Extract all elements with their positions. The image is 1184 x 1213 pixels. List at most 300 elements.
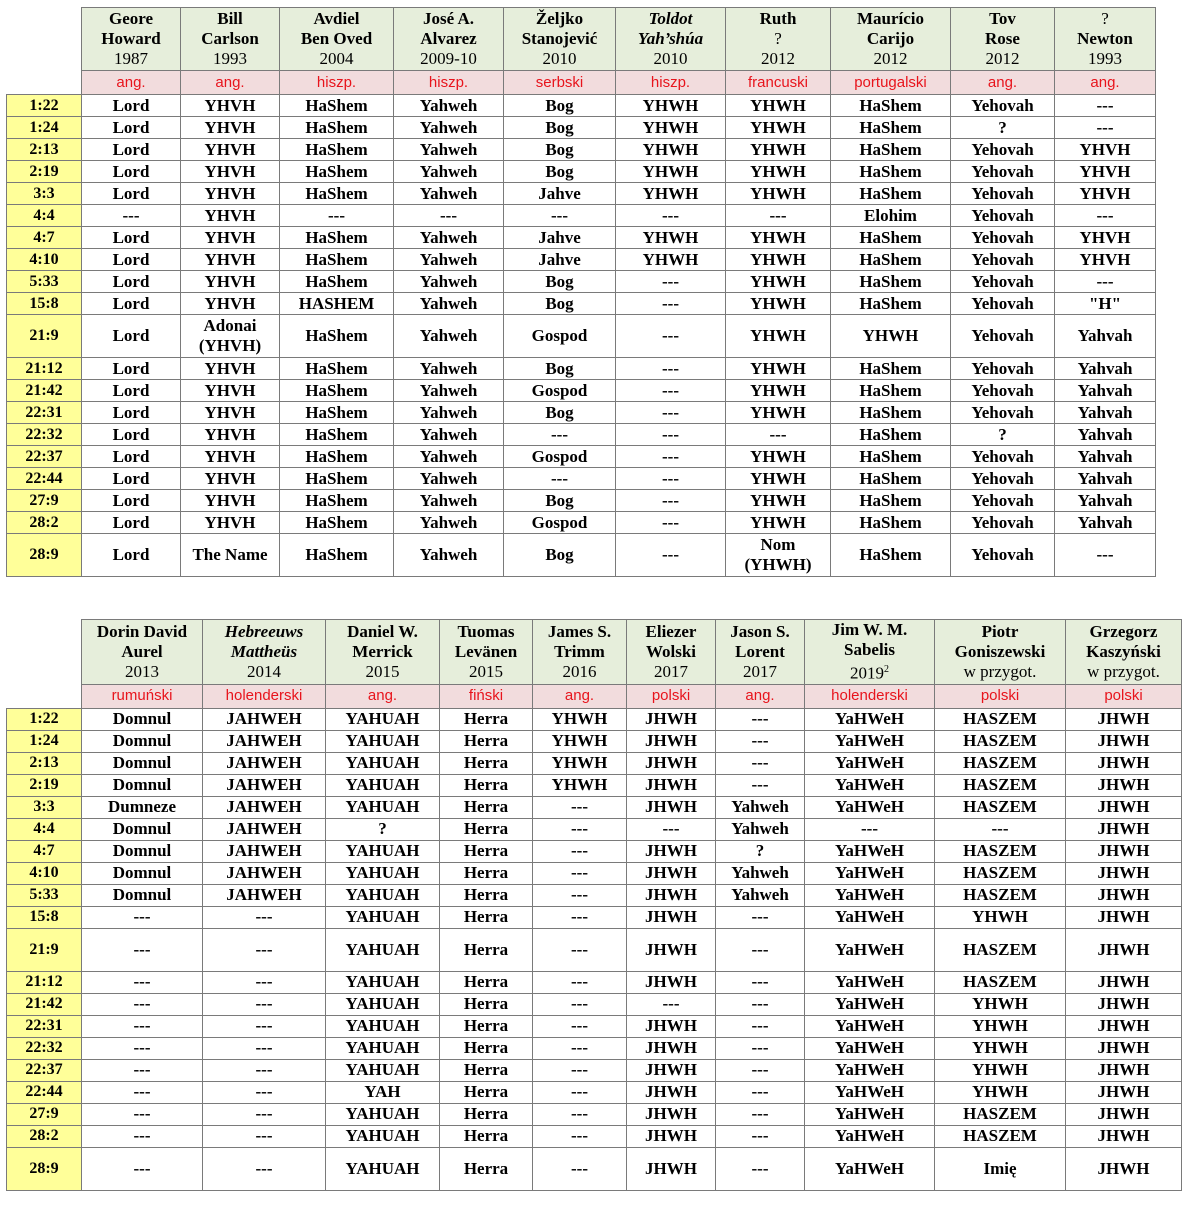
language-row bbox=[7, 71, 1156, 95]
divine-name-cell bbox=[394, 227, 504, 249]
divine-name-cell bbox=[203, 1037, 326, 1059]
divine-name-cell bbox=[1055, 227, 1156, 249]
divine-name-cell bbox=[394, 446, 504, 468]
cell-text: --- bbox=[571, 819, 588, 839]
divine-name-cell bbox=[805, 1103, 935, 1125]
cell-text: --- bbox=[571, 1016, 588, 1036]
divine-name-cell bbox=[82, 774, 203, 796]
cell-text: Herra bbox=[463, 1104, 509, 1124]
divine-name-cell bbox=[616, 249, 726, 271]
divine-name-cell bbox=[394, 512, 504, 534]
divine-name-cell bbox=[504, 161, 616, 183]
cell-text: HaShem bbox=[305, 468, 368, 488]
divine-name-cell bbox=[935, 928, 1066, 971]
divine-name-cell bbox=[726, 293, 831, 315]
cell-text: HaShem bbox=[859, 468, 922, 488]
cell-text: Herra bbox=[463, 1126, 509, 1146]
cell-text: JHWH bbox=[645, 1060, 697, 1080]
divine-name-cell bbox=[181, 95, 280, 117]
cell-text: --- bbox=[571, 994, 588, 1014]
divine-name-cell bbox=[831, 249, 951, 271]
divine-name-cell bbox=[805, 840, 935, 862]
language-label: ang. bbox=[951, 71, 1055, 95]
cell-text: Yahweh bbox=[419, 446, 478, 466]
divine-name-cell bbox=[440, 862, 533, 884]
divine-name-cell bbox=[82, 468, 181, 490]
cell-text: Bog bbox=[545, 358, 574, 378]
cell-text: YAHUAH bbox=[345, 753, 420, 773]
divine-name-cell bbox=[627, 1125, 716, 1147]
verse-row bbox=[7, 534, 1156, 577]
verse-row bbox=[7, 249, 1156, 271]
cell-text: YHWH bbox=[642, 117, 699, 137]
cell-text: Nom bbox=[760, 535, 796, 554]
cell-text: YaHWeH bbox=[835, 753, 904, 773]
cell-text: HASZEM bbox=[963, 753, 1037, 773]
cell-text: Bog bbox=[545, 117, 574, 137]
divine-name-cell bbox=[533, 1125, 627, 1147]
cell-text: YaHWeH bbox=[835, 885, 904, 905]
cell-text: JHWH bbox=[645, 709, 697, 729]
cell-text: Bog bbox=[545, 293, 574, 313]
translation-year: 2012 bbox=[761, 49, 795, 68]
cell-text: Yehovah bbox=[971, 293, 1034, 313]
divine-name-cell bbox=[831, 402, 951, 424]
cell-text: YHWH bbox=[972, 1060, 1028, 1080]
cell-text: Bog bbox=[545, 139, 574, 159]
cell-text: Yahvah bbox=[1077, 512, 1133, 532]
cell-text: YaHWeH bbox=[835, 1016, 904, 1036]
divine-name-cell bbox=[203, 1081, 326, 1103]
cell-text: --- bbox=[662, 490, 679, 510]
cell-text: YAHUAH bbox=[345, 885, 420, 905]
verse-row bbox=[7, 993, 1182, 1015]
cell-text: --- bbox=[662, 358, 679, 378]
cell-text: Gospod bbox=[531, 326, 588, 345]
divine-name-cell bbox=[440, 884, 533, 906]
divine-name-cell bbox=[203, 840, 326, 862]
divine-name-cell bbox=[716, 708, 805, 730]
cell-text: (YHVH) bbox=[198, 336, 262, 355]
divine-name-cell bbox=[716, 993, 805, 1015]
cell-text: YHWH bbox=[750, 161, 806, 181]
divine-name-cell bbox=[280, 205, 394, 227]
cell-text: HaShem bbox=[859, 424, 922, 444]
cell-text: YAH bbox=[364, 1082, 401, 1102]
verse-row bbox=[7, 293, 1156, 315]
cell-text: YAHUAH bbox=[345, 972, 420, 992]
cell-text: YAHUAH bbox=[345, 994, 420, 1014]
translator-header bbox=[326, 620, 440, 685]
cell-text: --- bbox=[571, 939, 588, 959]
cell-text: JHWH bbox=[1097, 994, 1150, 1014]
cell-text: YAHUAH bbox=[345, 1158, 420, 1178]
cell-text: YAHUAH bbox=[345, 1104, 420, 1124]
divine-name-cell bbox=[440, 1059, 533, 1081]
divine-name-cell bbox=[440, 840, 533, 862]
translation-year: 2017 bbox=[654, 661, 688, 681]
cell-text: Yehovah bbox=[971, 380, 1034, 400]
cell-text: YHWH bbox=[972, 994, 1028, 1014]
cell-text: --- bbox=[328, 205, 345, 225]
cell-text: YHWH bbox=[642, 249, 699, 269]
cell-text: Yahvah bbox=[1077, 490, 1133, 510]
cell-text: Yahvah bbox=[1077, 358, 1133, 378]
divine-name-cell bbox=[831, 490, 951, 512]
divine-name-cell bbox=[805, 796, 935, 818]
cell-text: --- bbox=[662, 446, 679, 466]
translation-year: 1987 bbox=[114, 49, 148, 68]
divine-name-cell bbox=[726, 315, 831, 358]
cell-text: --- bbox=[1096, 117, 1114, 137]
cell-text: JHWH bbox=[645, 753, 697, 773]
cell-text: YHVH bbox=[204, 293, 256, 313]
cell-text: --- bbox=[751, 1060, 769, 1080]
divine-name-cell bbox=[203, 906, 326, 928]
translator-header bbox=[627, 620, 716, 685]
cell-text: HaShem bbox=[305, 380, 368, 400]
verse-row bbox=[7, 468, 1156, 490]
cell-text: --- bbox=[255, 1082, 273, 1102]
verse-reference: 22:32 bbox=[7, 1037, 82, 1059]
translator-name-line: Mattheüs bbox=[230, 641, 298, 661]
cell-text: YAHUAH bbox=[345, 1126, 420, 1146]
cell-text: HaShem bbox=[305, 326, 368, 345]
cell-text: HaShem bbox=[305, 490, 368, 510]
cell-text: Yahweh bbox=[419, 95, 478, 115]
divine-name-cell bbox=[394, 402, 504, 424]
divine-name-cell bbox=[726, 380, 831, 402]
translator-header bbox=[533, 620, 627, 685]
cell-text: Herra bbox=[463, 907, 509, 927]
translator-name-line: Merrick bbox=[352, 641, 413, 661]
divine-name-cell bbox=[935, 1103, 1066, 1125]
divine-name-cell bbox=[935, 906, 1066, 928]
cell-text: YHWH bbox=[551, 731, 608, 751]
divine-name-cell bbox=[82, 205, 181, 227]
cell-text: HaShem bbox=[305, 512, 368, 532]
divine-name-cell bbox=[616, 380, 726, 402]
translator-header bbox=[616, 8, 726, 71]
divine-name-cell bbox=[394, 358, 504, 380]
divine-name-cell bbox=[533, 1103, 627, 1125]
cell-text: JHWH bbox=[645, 863, 697, 883]
cell-text: JHWH bbox=[1097, 841, 1150, 861]
cell-text: JAHWEH bbox=[226, 731, 302, 751]
translator-header bbox=[181, 8, 280, 71]
cell-text: Yehovah bbox=[971, 205, 1034, 225]
language-label: polski bbox=[935, 684, 1066, 708]
translator-header bbox=[504, 8, 616, 71]
cell-text: JAHWEH bbox=[226, 885, 302, 905]
cell-text: Herra bbox=[463, 885, 509, 905]
cell-text: HASZEM bbox=[963, 939, 1037, 959]
cell-text: Yehovah bbox=[971, 139, 1034, 159]
divine-name-cell bbox=[203, 730, 326, 752]
cell-text: YAHUAH bbox=[345, 1038, 420, 1058]
divine-name-cell bbox=[1055, 249, 1156, 271]
translator-name-line: ? bbox=[1101, 9, 1109, 28]
cell-text: Yehovah bbox=[971, 545, 1034, 564]
verse-row bbox=[7, 971, 1182, 993]
divine-name-cell bbox=[935, 1081, 1066, 1103]
cell-text: YaHWeH bbox=[835, 709, 904, 729]
divine-name-cell bbox=[326, 1059, 440, 1081]
cell-text: YAHUAH bbox=[345, 731, 420, 751]
cell-text: Yahweh bbox=[419, 512, 478, 532]
divine-name-cell bbox=[504, 117, 616, 139]
cell-text: YAHUAH bbox=[345, 797, 420, 817]
divine-name-cell bbox=[951, 402, 1055, 424]
divine-name-cell bbox=[627, 752, 716, 774]
divine-name-cell bbox=[82, 249, 181, 271]
divine-name-cell bbox=[1066, 840, 1182, 862]
cell-text: Herra bbox=[463, 994, 509, 1014]
cell-text: YHWH bbox=[642, 161, 699, 181]
cell-text: --- bbox=[255, 972, 273, 992]
cell-text: HaShem bbox=[859, 139, 922, 159]
divine-name-cell bbox=[394, 293, 504, 315]
cell-text: Lord bbox=[112, 95, 150, 115]
verse-reference: 22:44 bbox=[7, 468, 82, 490]
cell-text: Lord bbox=[112, 358, 150, 378]
cell-text: JAHWEH bbox=[226, 841, 302, 861]
divine-name-cell bbox=[203, 708, 326, 730]
cell-text: --- bbox=[1096, 271, 1114, 291]
verse-reference: 2:19 bbox=[7, 161, 82, 183]
cell-text: JHWH bbox=[645, 1104, 697, 1124]
divine-name-cell bbox=[326, 1125, 440, 1147]
divine-name-cell bbox=[716, 862, 805, 884]
divine-name-cell bbox=[627, 884, 716, 906]
divine-name-cell bbox=[1066, 906, 1182, 928]
cell-text: Yehovah bbox=[971, 326, 1034, 345]
cell-text: Herra bbox=[463, 797, 509, 817]
divine-name-cell bbox=[726, 205, 831, 227]
verse-reference: 21:9 bbox=[7, 928, 82, 971]
cell-text: JHWH bbox=[1097, 1082, 1150, 1102]
divine-name-cell bbox=[504, 402, 616, 424]
translation-year: 2004 bbox=[319, 49, 354, 68]
cell-text: Adonai bbox=[203, 316, 257, 335]
divine-name-cell bbox=[326, 840, 440, 862]
cell-text: --- bbox=[255, 1158, 273, 1178]
divine-name-cell bbox=[716, 774, 805, 796]
cell-text: YaHWeH bbox=[835, 841, 904, 861]
divine-name-cell bbox=[326, 928, 440, 971]
translator-header bbox=[951, 8, 1055, 71]
divine-name-cell bbox=[82, 227, 181, 249]
cell-text: JHWH bbox=[645, 1082, 697, 1102]
divine-name-cell bbox=[326, 1015, 440, 1037]
divine-name-cell bbox=[203, 1125, 326, 1147]
corner-blank bbox=[7, 684, 82, 708]
cell-text: YHWH bbox=[972, 1082, 1028, 1102]
cell-text: --- bbox=[551, 424, 568, 444]
divine-name-cell bbox=[394, 424, 504, 446]
cell-text: JHWH bbox=[645, 841, 697, 861]
divine-name-cell bbox=[82, 884, 203, 906]
divine-name-cell bbox=[831, 183, 951, 205]
cell-text: Herra bbox=[463, 753, 509, 773]
divine-name-cell bbox=[181, 249, 280, 271]
divine-name-cell bbox=[326, 774, 440, 796]
cell-text: Lord bbox=[112, 512, 150, 532]
translator-name-line: Goniszewski bbox=[954, 641, 1046, 661]
cell-text: YHVH bbox=[1079, 161, 1131, 181]
verse-row bbox=[7, 161, 1156, 183]
verse-row bbox=[7, 183, 1156, 205]
divine-name-cell bbox=[616, 227, 726, 249]
verse-row bbox=[7, 512, 1156, 534]
divine-name-cell bbox=[716, 1081, 805, 1103]
cell-text: Yahweh bbox=[419, 293, 478, 313]
cell-text: HaShem bbox=[305, 424, 368, 444]
cell-text: Lord bbox=[112, 271, 150, 291]
cell-text: --- bbox=[1096, 205, 1114, 225]
divine-name-cell bbox=[533, 840, 627, 862]
cell-text: Lord bbox=[112, 490, 150, 510]
translator-header bbox=[726, 8, 831, 71]
cell-text: Herra bbox=[463, 1038, 509, 1058]
cell-text: YHWH bbox=[750, 183, 806, 203]
translation-year: 2012 bbox=[985, 49, 1020, 68]
divine-name-cell bbox=[805, 884, 935, 906]
divine-name-cell bbox=[951, 446, 1055, 468]
language-label: hiszp. bbox=[280, 71, 394, 95]
translator-name-line: Piotr bbox=[981, 621, 1019, 641]
verse-reference: 15:8 bbox=[7, 906, 82, 928]
translator-header bbox=[82, 620, 203, 685]
divine-name-cell bbox=[440, 708, 533, 730]
cell-text: Yahweh bbox=[731, 819, 789, 839]
divine-name-cell bbox=[627, 1081, 716, 1103]
divine-name-cell bbox=[440, 1103, 533, 1125]
divine-name-cell bbox=[533, 906, 627, 928]
cell-text: HaShem bbox=[859, 545, 922, 564]
verse-row bbox=[7, 752, 1182, 774]
cell-text: HaShem bbox=[305, 161, 368, 181]
divine-name-cell bbox=[726, 468, 831, 490]
divine-name-cell bbox=[181, 424, 280, 446]
divine-name-cell bbox=[616, 534, 726, 577]
divine-name-cell bbox=[935, 752, 1066, 774]
divine-name-cell bbox=[181, 380, 280, 402]
divine-name-cell bbox=[935, 840, 1066, 862]
verse-reference: 5:33 bbox=[7, 884, 82, 906]
cell-text: --- bbox=[133, 1158, 151, 1178]
translator-name-line: Maurício bbox=[856, 9, 925, 28]
divine-name-cell bbox=[805, 1125, 935, 1147]
divine-name-cell bbox=[627, 774, 716, 796]
cell-text: Yahweh bbox=[419, 424, 478, 444]
cell-text: JAHWEH bbox=[226, 775, 302, 795]
divine-name-cell bbox=[82, 1059, 203, 1081]
cell-text: Yehovah bbox=[971, 358, 1034, 378]
cell-text: ? bbox=[378, 819, 387, 839]
cell-text: --- bbox=[662, 293, 679, 313]
divine-name-cell bbox=[951, 490, 1055, 512]
cell-text: --- bbox=[571, 1082, 588, 1102]
divine-name-cell bbox=[716, 1015, 805, 1037]
cell-text: Yahweh bbox=[419, 271, 478, 291]
divine-name-cell bbox=[504, 95, 616, 117]
divine-name-cell bbox=[504, 424, 616, 446]
divine-name-cell bbox=[280, 293, 394, 315]
translator-name-line: Howard bbox=[101, 29, 161, 48]
cell-text: YAHUAH bbox=[345, 939, 420, 959]
cell-text: YHVH bbox=[204, 358, 256, 378]
divine-name-cell bbox=[951, 271, 1055, 293]
cell-text: HaShem bbox=[859, 249, 922, 269]
header-row bbox=[7, 620, 1182, 685]
cell-text: YaHWeH bbox=[835, 775, 904, 795]
cell-text: Lord bbox=[112, 117, 150, 137]
cell-text: YaHWeH bbox=[835, 1126, 904, 1146]
cell-text: Domnul bbox=[112, 753, 172, 773]
cell-text: YHWH bbox=[750, 512, 806, 532]
divine-name-cell bbox=[394, 117, 504, 139]
verse-reference: 21:12 bbox=[7, 358, 82, 380]
translator-header bbox=[935, 620, 1066, 685]
translation-year: 1993 bbox=[1088, 49, 1122, 68]
divine-name-cell bbox=[82, 1147, 203, 1190]
cell-text: Jahve bbox=[538, 183, 581, 203]
divine-name-cell bbox=[82, 906, 203, 928]
cell-text: JHWH bbox=[645, 1126, 697, 1146]
divine-name-cell bbox=[82, 358, 181, 380]
cell-text: --- bbox=[751, 1158, 769, 1178]
cell-text: Yehovah bbox=[971, 95, 1034, 115]
verse-row bbox=[7, 117, 1156, 139]
cell-text: YHVH bbox=[204, 183, 256, 203]
cell-text: --- bbox=[751, 1016, 769, 1036]
cell-text: --- bbox=[133, 907, 151, 927]
divine-name-cell bbox=[627, 862, 716, 884]
translator-name-line: Aurel bbox=[121, 641, 163, 661]
cell-text: --- bbox=[662, 205, 679, 225]
divine-name-cell bbox=[951, 534, 1055, 577]
divine-name-cell bbox=[280, 380, 394, 402]
divine-name-cell bbox=[533, 774, 627, 796]
translator-name-line: Jim W. M. bbox=[831, 620, 908, 639]
divine-name-cell bbox=[805, 1015, 935, 1037]
divine-name-cell bbox=[1055, 293, 1156, 315]
verse-row bbox=[7, 271, 1156, 293]
divine-name-cell bbox=[1066, 774, 1182, 796]
divine-name-cell bbox=[831, 161, 951, 183]
cell-text: YHWH bbox=[750, 402, 806, 422]
divine-name-cell bbox=[1066, 730, 1182, 752]
divine-name-cell bbox=[951, 183, 1055, 205]
divine-name-cell bbox=[831, 293, 951, 315]
verse-row bbox=[7, 884, 1182, 906]
verse-reference: 28:9 bbox=[7, 534, 82, 577]
verse-reference: 15:8 bbox=[7, 293, 82, 315]
cell-text: ? bbox=[998, 117, 1007, 137]
cell-text: JHWH bbox=[645, 1016, 697, 1036]
divine-name-cell bbox=[82, 534, 181, 577]
divine-name-cell bbox=[440, 971, 533, 993]
divine-name-cell bbox=[1066, 1103, 1182, 1125]
divine-name-cell bbox=[82, 1037, 203, 1059]
divine-name-cell bbox=[82, 818, 203, 840]
divine-name-cell bbox=[440, 1037, 533, 1059]
cell-text: YHVH bbox=[204, 227, 256, 247]
divine-name-cell bbox=[716, 928, 805, 971]
cell-text: The Name bbox=[192, 545, 268, 564]
translation-year: 2010 bbox=[653, 49, 688, 68]
